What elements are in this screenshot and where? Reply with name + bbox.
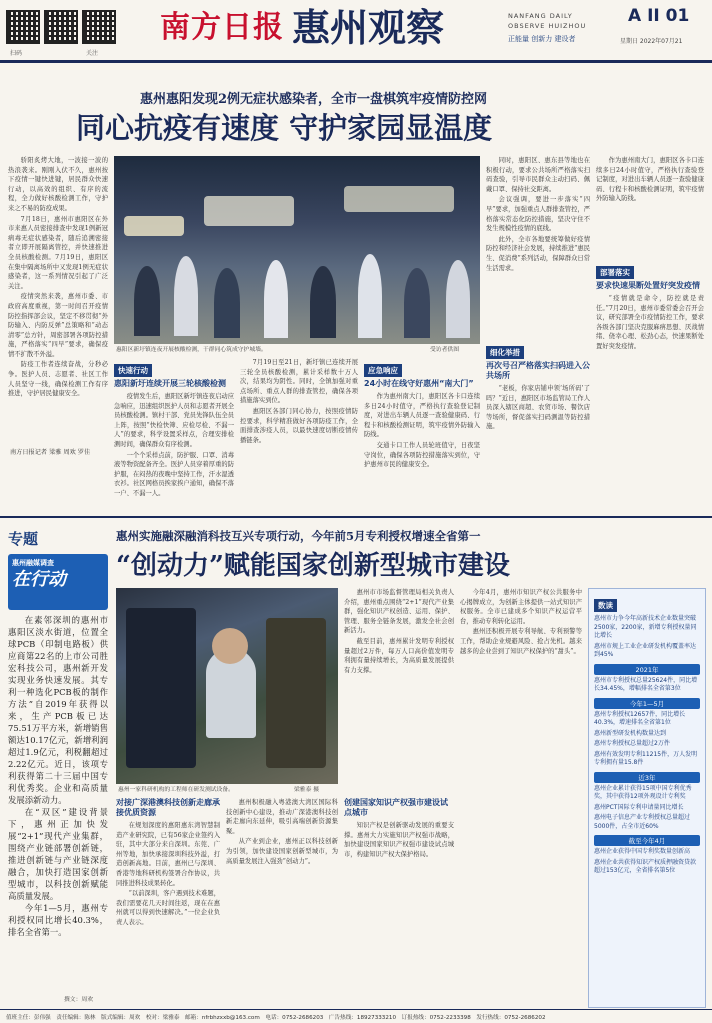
sidebar-title: 数读 (594, 599, 617, 612)
feature-sub1-text: 在规划深度的惠阳惠东湾智慧制造产业研究院，已有56家企业签约入驻，其中大部分来自深圳。东莞、广州等地，加快承接深圳科技外溢，打造创新高地。目前，惠州已与深圳、香港等地科研机构签署合作协议，共同推进科技成果转化。 (116, 822, 220, 887)
sidebar-detail: 惠州企业共获得知识产权质押融资贷款超过153亿元，全省排名第5位 (594, 858, 697, 874)
sub1-title: 惠阳新圩连续开展三轮核酸检测 (114, 379, 226, 388)
feature-intro-b: 在“双区”建设背景下，惠州正加快发展“2+1”现代产业集群，围绕产业链部署创新链，推进创新链与产业链深度融合，加快打造国家创新型城市，以科技创新赋能高质量发展。 (8, 807, 108, 901)
feature-kicker: 惠州实施融深融消科技互兴专项行动，今年前5月专利授权增速全省第一 (116, 529, 481, 543)
feature-intro: 在素邻深圳的惠州市惠阳区淡水街道，位置全球PCB（印制电路板）供应商第22名的上市公司胜宏科技公司，惠州新开发实现业务快速发展。其专利一种选化PCB板的制作方法”自2019年获得以来，生产PCB板已达75.51万平方米，新增销售额达10.17亿元，新增利润超过1.9亿元，利税翻超过2.22亿元。近日，该项专利获得第二十三届中国专利优秀奖。企业和高质量发展添新动力。 (8, 615, 108, 805)
sidebar-detail: 惠州有效发明专利11215件，万人发明专利拥有量15.8件 (594, 750, 698, 766)
issue-date: 星期日 2022年07月21 (620, 38, 683, 45)
edition-title: 惠州观察 (292, 6, 445, 50)
lead-right-col-a (486, 156, 590, 336)
qr-label-2: 关注 (86, 50, 99, 57)
sidebar-detail: 惠州专利授权12657件，同比增长40.3%，增速排名全省第1位 (594, 710, 686, 726)
page-number: A II 01 (628, 6, 690, 26)
lead-intro-column (8, 156, 108, 446)
masthead-rule (0, 60, 712, 63)
sub3-text: “老板，你家店铺申领‘场所码’了吗？”近日，惠阳区市场监管局工作人员深入辖区商超、农贸市场、餐饮店等场所，督促落实扫码测温等防控措施。 (486, 385, 590, 431)
feature-logo-box (8, 554, 108, 610)
lead-sub2 (364, 358, 480, 508)
sidebar-item: 惠州PCT国际专利申请量同比增长 (594, 803, 684, 811)
feature-byline: 撰文：周欢 (64, 997, 93, 1003)
sidebar-item: 惠州企业获得中国专利奖数量创新高 (594, 848, 691, 855)
lead-photo (114, 156, 480, 344)
feature-section-label: 专题 (8, 530, 39, 548)
lead-col-2 (240, 358, 358, 508)
feature-col3-text-b: 惠州还积极开展专利导航、专利预警等工作，帮助企业规避风险、抢占先机。越来越多的企业尝到了知识产权保护的“甜头”。 (460, 628, 582, 655)
sub2-text: 作为惠州南大门，惠阳区各卡口连续多日24小时值守，严格执行查验登记制度，对进出车辆人员逐一查验健康码、行程卡和核酸检测证明，筑牢疫情外防输入防线。 (364, 393, 480, 439)
feature-col3-text-c: 从产业到企业，惠州正以科技创新为引领，加快建设国家创新型城市，为高质量发展注入强劲“创动力”。 (226, 838, 338, 865)
lead-right-col-b (596, 156, 704, 256)
sub1-text: 疫情发生后，惠阳区新圩镇连夜启动应急响应，迅速组织医护人员和志愿者开展全员核酸检测。镇村干部、党员先锋队伍全员上阵，按照“快检快筛、应检尽检、不漏一人”的要求，科学设置采样点，合理安排检测时间，确保群众有序检测。 (114, 393, 234, 448)
english-line-1: NANFANG DAILY (508, 12, 573, 20)
sub4-text: “疫情就是命令，防控就是责任。”7月20日，惠州市委常委会召开会议，研究部署全市疫情防控工作，要求各级各部门坚决克服麻痹思想、厌战情绪、侥幸心理、松劲心态，快速果断处置好突发疫情。 (596, 295, 704, 350)
feature-sub2-text-b: 惠州市市场监督管理局相关负责人介绍，惠州重点围绕“2+1”现代产业集群，强化知识产权创造、运用、保护、管理、服务全链条发展，激发全社会创新活力。 (344, 589, 454, 635)
sub4-title: 要求快速果断处置好突发疫情 (596, 281, 700, 290)
feature-logo-main: 在行动 (12, 569, 66, 590)
sub1-tag: 快速行动 (114, 364, 152, 377)
sub4-text-c: 此外，全市各地要统筹做好疫情防控和经济社会发展，持续推进“惠民生、促消费”系列活动，保障群众日常生活需求。 (486, 235, 590, 272)
page-footer: 值班主任：彭伟强 责任编辑：陈林 版式编辑：周欢 校对：梁雅泰 邮箱：nfrbhzxxb@163.com 电话：0752-2686203 广告热线：18927333210 订报热线：0752-2233398 发行热线：0752-2686202 (0, 1009, 712, 1023)
sidebar-date: 截至今年4月 (594, 835, 700, 846)
feature-sub1-text-b: “以前深圳，客户遇到技术难题，我们需要花几天时间往返，现在在惠州就可以得到快速解决。”一位企业负责人表示。 (116, 890, 220, 926)
lead-headline: 同心抗疫有速度 守护家园显温度 (76, 111, 493, 145)
sidebar-detail: 惠州企业累计获得15项中国专利优秀奖，其中获得12项外观设计专利奖 (594, 784, 692, 800)
feature-intro-c: 今年1—5月，惠州专利授权同比增长40.3%，排名全省第一。 (8, 903, 108, 937)
lead-intro: 骄阳炙烤大地，一波接一波的热浪袭来。刚刚入伏不久，惠州按下疫情一键快进键，居民群众快速行动，以高效的组织、有序的流程，全力做好核酸检测工作，守护来之不易的防疫成果。 (8, 157, 108, 212)
sub2-text-b: 交通卡口工作人员轮班值守，日夜坚守岗位，确保各项防控措施落实到位，守护惠州市民的健康安全。 (364, 441, 480, 469)
feature-sub1-text-c: 惠州积极融入粤港澳大湾区国际科技创新中心建设，推动广深港澳科技创新走廊向东延伸，吸引高端创新资源集聚。 (226, 799, 338, 835)
feature-sidebar (588, 588, 706, 1008)
qr-code-3[interactable] (82, 10, 116, 44)
sub3-text-b: 同时，惠阳区、惠东县等地也在积极行动，要求公共场所严格落实扫码查验，引导市民群众主动扫码、佩戴口罩、保持社交距离。 (486, 157, 590, 193)
feature-sub1-title: 对接广深港澳科技创新走廊承接优质资源 (116, 798, 220, 817)
feature-sub2-text: 知识产权是创新驱动发展的重要支撑。惠州大力实施知识产权强市战略，加快建设国家知识产权强市建设试点城市，构建知识产权大保护格局。 (344, 822, 454, 858)
sub4-text-b: 会议强调，要进一步落实“四早”要求，加强重点人群排查管控，严格落实常态化防控措施，坚决守住不发生规模性疫情的底线。 (486, 196, 590, 233)
lead-byline: 南方日报记者 梁雅 周欢 罗佳 (10, 449, 91, 456)
feature-intro-column (8, 614, 108, 1004)
qr-code-2[interactable] (44, 10, 78, 44)
sidebar-date: 2021年 (594, 664, 700, 675)
lead-sub4 (596, 260, 704, 510)
feature-photo-caption: 惠州一家科研机构的工程师在研发测试设备。 (118, 787, 234, 793)
lead-sub1 (114, 358, 234, 508)
feature-col-3 (344, 588, 454, 794)
qr-label-1: 扫码 (10, 50, 23, 57)
sub2-title: 24小时在线守好惠州“南大门” (364, 379, 474, 388)
feature-sub2-text-c: 截至目前，惠州累计发明专利授权量超过2万件，每万人口高价值发明专利拥有量持续增长，为高质量发展提供有力支撑。 (344, 637, 454, 674)
sub1-text-c: 7月19日至21日，新圩镇已连续开展三轮全员核酸检测，累计采样数十万人次，结果均为阴性。同时，全镇加强对重点场所、重点人群的排查管控，确保各项措施落实到位。 (240, 359, 358, 405)
feature-sub1 (116, 798, 220, 1006)
lead-para-2: 7月18日，惠州市惠阳区在外市来惠人员密接排查中发现1例新冠病毒无症状感染者，随后追溯密接者立即开展隔离管控，并快速推进全员核酸检测。7月19日，惠阳区在集中隔离场所中又发现1例无症状感染者，这一系列情况引起了广泛关注。 (8, 215, 108, 290)
feature-headline: “创动力”赋能国家创新型城市建设 (116, 551, 510, 581)
sidebar-detail: 惠州市专利授权总量25624件，同比增长34.45%，增幅排名全省第3位 (594, 676, 698, 692)
lead-para-3: 疫情突然来袭，惠州市委、市政府高度重视，第一时间召开疫情防控指挥部会议，坚定不移贯彻“外防输入、内防反弹”总策略和“动态清零”总方针，周密部署各项防控措施，严格落实“四早”要求，确保疫情不扩散不外溢。 (8, 293, 108, 358)
sidebar-item: 惠州市力争今年高新技术企业数量突破2500家，2200家，新增专利授权量同比增长 (594, 615, 697, 639)
lead-photo-credit: 受访者供图 (430, 347, 459, 353)
sub3-title: 再次号召严格落实扫码进入公共场所 (486, 361, 590, 380)
sub4-tag: 部署落实 (596, 266, 634, 279)
qr-code-1[interactable] (6, 10, 40, 44)
slogan: 正能量 创新力 建设者 (508, 35, 576, 43)
sub3-tag: 细化举措 (486, 346, 524, 359)
sidebar-detail: 惠州电子信息产业专利授权总量超过5000件，占全市近60% (594, 814, 691, 830)
feature-col-4 (460, 588, 582, 1006)
sidebar-date: 近3年 (594, 772, 700, 783)
english-line-2: OBSERVE HUIZHOU (508, 22, 587, 30)
feature-logo-small: 惠州融媒调查 (12, 559, 54, 567)
lead-sub3 (486, 340, 590, 510)
feature-photo-credit: 梁雅泰 摄 (294, 787, 320, 793)
sub1-text-b: 一个个采样点前，防护服、口罩、消毒液等物资配备齐全。医护人员穿着厚重的防护服，在闷热的夜晚中坚持工作，汗水湿透衣衫。社区网格员挨家挨户通知，确保不落一户、不漏一人。 (114, 451, 234, 497)
sub2-text-c: 惠阳区各部门同心协力，按照疫情防控要求，科学精准做好各项防疫工作，全面排查涉疫人员，以最快速度切断疫情传播链条。 (240, 407, 358, 444)
feature-col-2 (226, 798, 338, 1006)
lead-para-4: 防疫工作者连续奋战，分秒必争。医护人员、志愿者、社区工作人员坚守一线，确保检测工作有序推进，守护居民健康安全。 (8, 361, 108, 398)
sub2-text-dup: 作为惠州南大门，惠阳区各卡口连续多日24小时值守，严格执行查验登记制度，对进出车辆人员逐一查验健康码、行程卡和核酸检测证明，筑牢疫情外防输入防线。 (596, 157, 704, 203)
lead-kicker: 惠州惠阳发现2例无症状感染者，全市一盘棋筑牢疫情防控网 (140, 92, 488, 107)
feature-photo (116, 588, 338, 784)
sidebar-item: 惠州市规上工业企业研发机构覆盖率达到45% (594, 642, 697, 658)
sidebar-item: 惠州专利授权总量超过2万件 (594, 740, 670, 747)
feature-sub2-title: 创建国家知识产权强市建设试点城市 (344, 798, 448, 817)
feature-sub2 (344, 798, 454, 1006)
feature-col3-text: 今年4月，惠州市知识产权公共服务中心揭牌成立，为创新主体提供一站式知识产权服务。全市已建成多个知识产权运营平台，推动专利转化运用。 (460, 589, 582, 625)
lead-photo-caption: 惠阳区新圩镇连夜开展核酸检测，干群同心筑成守护城墙。 (116, 347, 267, 353)
sub2-tag: 应急响应 (364, 364, 402, 377)
section-divider (0, 516, 712, 518)
sidebar-date: 今年1—5月 (594, 698, 700, 709)
sidebar-item: 惠州新型研发机构数量达到 (594, 729, 667, 737)
masthead (0, 0, 712, 62)
paper-logo: 南方日报 (160, 10, 284, 45)
